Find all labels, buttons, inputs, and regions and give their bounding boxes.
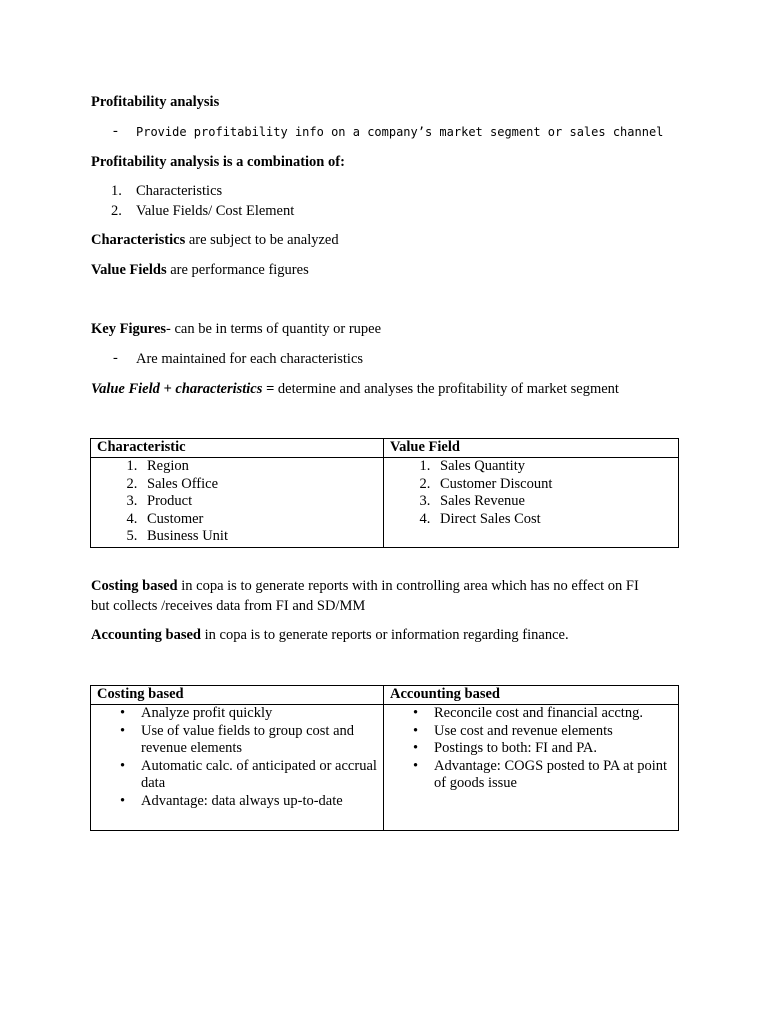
list-item: • Use of value fields to group cost and revenue elements [120, 722, 355, 756]
costing-based-cell [91, 705, 384, 831]
value-fields-line: Value Fields are performance figures [91, 262, 309, 278]
list-item: • Automatic calc. of anticipated or accrual data [120, 757, 377, 791]
list-item: • Reconcile cost and financial acctng. [413, 705, 643, 721]
costing-based-para-line1: Costing based in copa is to generate reports with in controlling area which has no effect on FI [91, 578, 639, 594]
table-header-accounting-based: Accounting based [384, 686, 679, 705]
heading-profitability-analysis: Profitability analysis [91, 94, 220, 110]
dash-marker: - [113, 123, 118, 139]
value-field-list-cell [384, 458, 679, 548]
list-item-characteristics: Characteristics [136, 183, 223, 199]
formula-line: Value Field + characteristics = determine and analyses the profitability of market segment [91, 381, 619, 397]
list-item: • Use cost and revenue elements [413, 722, 613, 739]
list-item: 2. Sales Office [141, 476, 377, 494]
costing-accounting-table [90, 685, 679, 831]
list-number: 2. [111, 203, 122, 219]
accounting-based-cell [384, 705, 679, 831]
costing-based-para-line2: but collects /receives data from FI and SD/MM [91, 598, 366, 614]
dash-marker: - [113, 350, 118, 366]
characteristics-line: Characteristics are subject to be analyzed [91, 232, 339, 248]
characteristic-list-cell [91, 458, 384, 548]
table-header-costing-based: Costing based [91, 686, 384, 705]
list-item: • Advantage: COGS posted to PA at point of goods issue [413, 757, 668, 791]
list-item: 1. Sales Quantity [434, 458, 672, 476]
list-number: 1. [111, 183, 122, 199]
table-header-value-field: Value Field [384, 439, 679, 458]
list-item: 2. Customer Discount [434, 476, 672, 494]
table-header-characteristic: Characteristic [91, 439, 384, 458]
list-item: 4. Customer [141, 511, 377, 529]
list-item: • Advantage: data always up-to-date [120, 792, 343, 809]
list-item: • Postings to both: FI and PA. [413, 740, 598, 756]
list-item: 3. Product [141, 493, 377, 511]
list-item: 5. Business Unit [141, 528, 377, 546]
bullet-maintained: Are maintained for each characteristics [136, 351, 364, 367]
heading-combination: Profitability analysis is a combination of: [91, 154, 345, 170]
list-item: 4. Direct Sales Cost [434, 511, 672, 529]
list-item-value-fields: Value Fields/ Cost Element [136, 203, 295, 219]
list-item: 3. Sales Revenue [434, 493, 672, 511]
bullet-profitability-info: Provide profitability info on a company’s market segment or sales channel [136, 125, 664, 139]
characteristic-value-field-table [90, 438, 679, 548]
list-item: 1. Region [141, 458, 377, 476]
list-item: • Analyze profit quickly [120, 705, 273, 721]
accounting-based-para: Accounting based in copa is to generate reports or information regarding finance. [91, 627, 569, 643]
key-figures-line: Key Figures- can be in terms of quantity or rupee [91, 321, 382, 337]
